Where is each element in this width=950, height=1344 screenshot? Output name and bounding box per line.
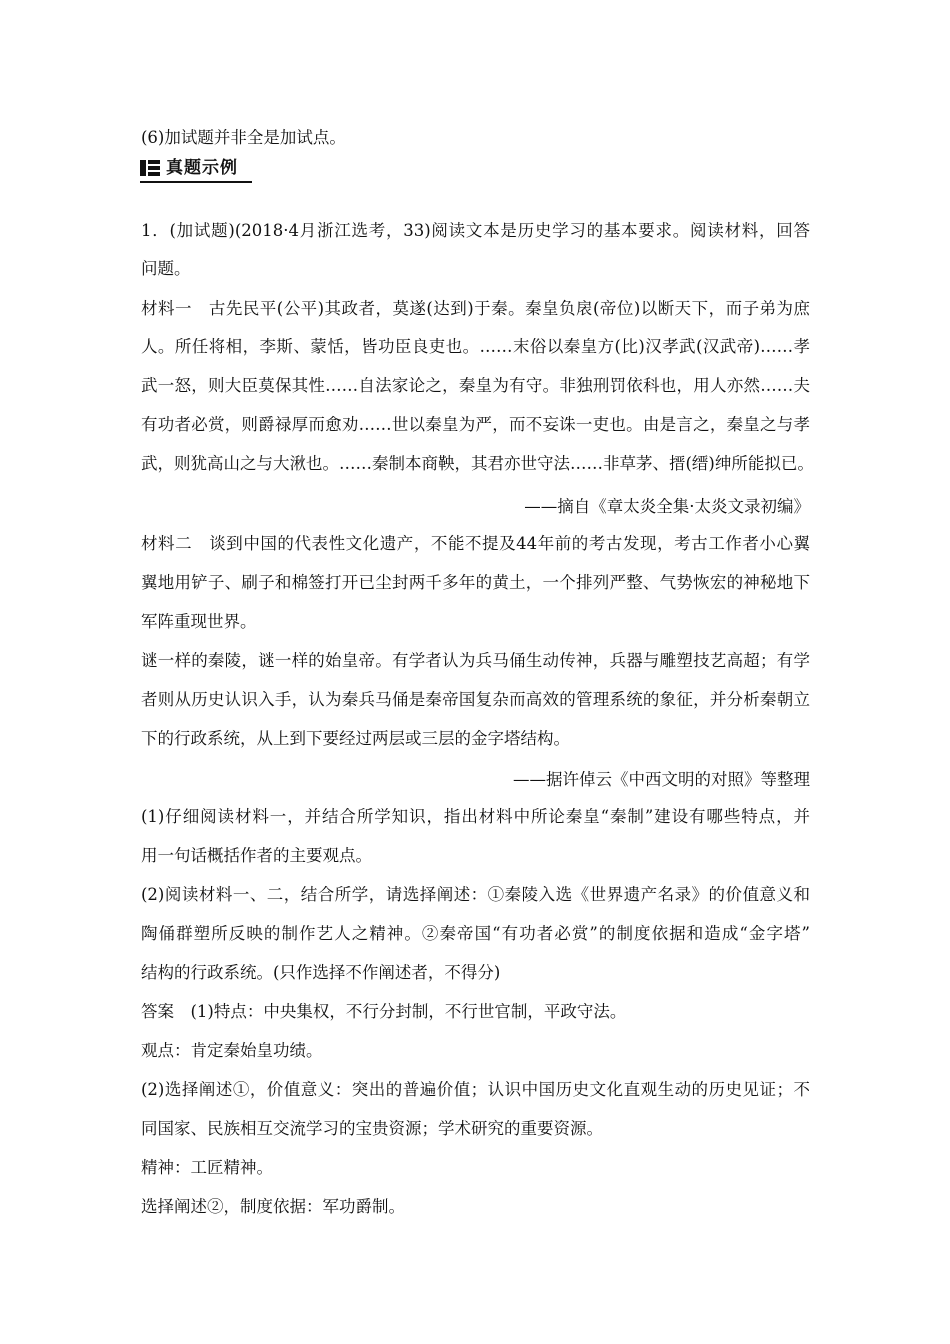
material-two-line: 者则从历史认识入手，认为秦兵马俑是秦帝国复杂而高效的管理系统的象征，并分析秦朝立 bbox=[141, 690, 810, 709]
sub-question-line: (1)仔细阅读材料一，并结合所学知识，指出材料中所论秦皇“秦制”建设有哪些特点，并 bbox=[141, 807, 810, 826]
answer-line: (2)选择阐述①，价值意义：突出的普遍价值；认识中国历史文化直观生动的历史见证；不 bbox=[141, 1080, 810, 1099]
answer-line: 精神：工匠精神。 bbox=[141, 1158, 273, 1177]
material-two-line: 谜一样的秦陵，谜一样的始皇帝。有学者认为兵马俑生动传神，兵器与雕塑技艺高超；有学 bbox=[141, 651, 810, 670]
sub-question-line: 结构的行政系统。(只作选择不作阐述者，不得分) bbox=[141, 963, 501, 982]
material-two-line: 军阵重现世界。 bbox=[141, 612, 257, 631]
sub-question-line: 陶俑群塑所反映的制作艺人之精神。②秦帝国“有功者必赏”的制度依据和造成“金字塔” bbox=[141, 924, 810, 943]
material-one-line: 武一怒，则大臣莫保其性……自法家论之，秦皇为有守。非独刑罚依科也，用人亦然……夫 bbox=[141, 376, 810, 395]
material-two-line: 材料二 谈到中国的代表性文化遗产，不能不提及44年前的考古发现，考古工作者小心翼 bbox=[141, 534, 810, 553]
prev-item-line: (6)加试题并非全是加试点。 bbox=[141, 128, 346, 147]
sub-question-line: (2)阅读材料一、二，结合所学，请选择阐述：①秦陵入选《世界遗产名录》的价值意义和 bbox=[141, 885, 810, 904]
heading-lines-icon bbox=[140, 160, 160, 176]
material-one-source: ——摘自《章太炎全集·太炎文录初编》 bbox=[524, 497, 810, 516]
material-two-source: ——据许倬云《中西文明的对照》等整理 bbox=[513, 770, 810, 789]
section-underline bbox=[140, 181, 252, 183]
question-line: 问题。 bbox=[141, 259, 191, 278]
answer-line: 观点：肯定秦始皇功绩。 bbox=[141, 1041, 323, 1060]
material-one-line: 武，则犹高山之与大湫也。……秦制本商鞅，其君亦世守法……非草茅、搢(缙)绅所能拟已。 bbox=[141, 454, 814, 473]
sub-question-line: 用一句话概括作者的主要观点。 bbox=[141, 846, 372, 865]
material-one-line: 人。所任将相，李斯、蒙恬，皆功臣良吏也。……末俗以秦皇方(比)汉孝武(汉武帝)……孝 bbox=[141, 337, 810, 356]
material-one-line: 材料一 古先民平(公平)其政者，莫遂(达到)于秦。秦皇负扆(帝位)以断天下，而子弟为庶 bbox=[141, 299, 810, 318]
answer-line: 同国家、民族相互交流学习的宝贵资源；学术研究的重要资源。 bbox=[141, 1119, 603, 1138]
material-one-line: 有功者必赏，则爵禄厚而愈劝……世以秦皇为严，而不妄诛一吏也。由是言之，秦皇之与孝 bbox=[141, 415, 810, 434]
question-line: 1．(加试题)(2018·4月浙江选考，33)阅读文本是历史学习的基本要求。阅读材料，回答 bbox=[141, 221, 810, 240]
section-heading bbox=[140, 155, 252, 183]
answer-line: 选择阐述②，制度依据：军功爵制。 bbox=[141, 1197, 405, 1216]
answer-line: 答案 (1)特点：中央集权，不行分封制，不行世官制，平政守法。 bbox=[141, 1002, 627, 1021]
material-two-line: 下的行政系统，从上到下要经过两层或三层的金字塔结构。 bbox=[141, 729, 570, 748]
section-title: 真题示例 bbox=[166, 158, 238, 178]
material-two-line: 翼地用铲子、刷子和棉签打开已尘封两千多年的黄土，一个排列严整、气势恢宏的神秘地下 bbox=[141, 573, 810, 592]
